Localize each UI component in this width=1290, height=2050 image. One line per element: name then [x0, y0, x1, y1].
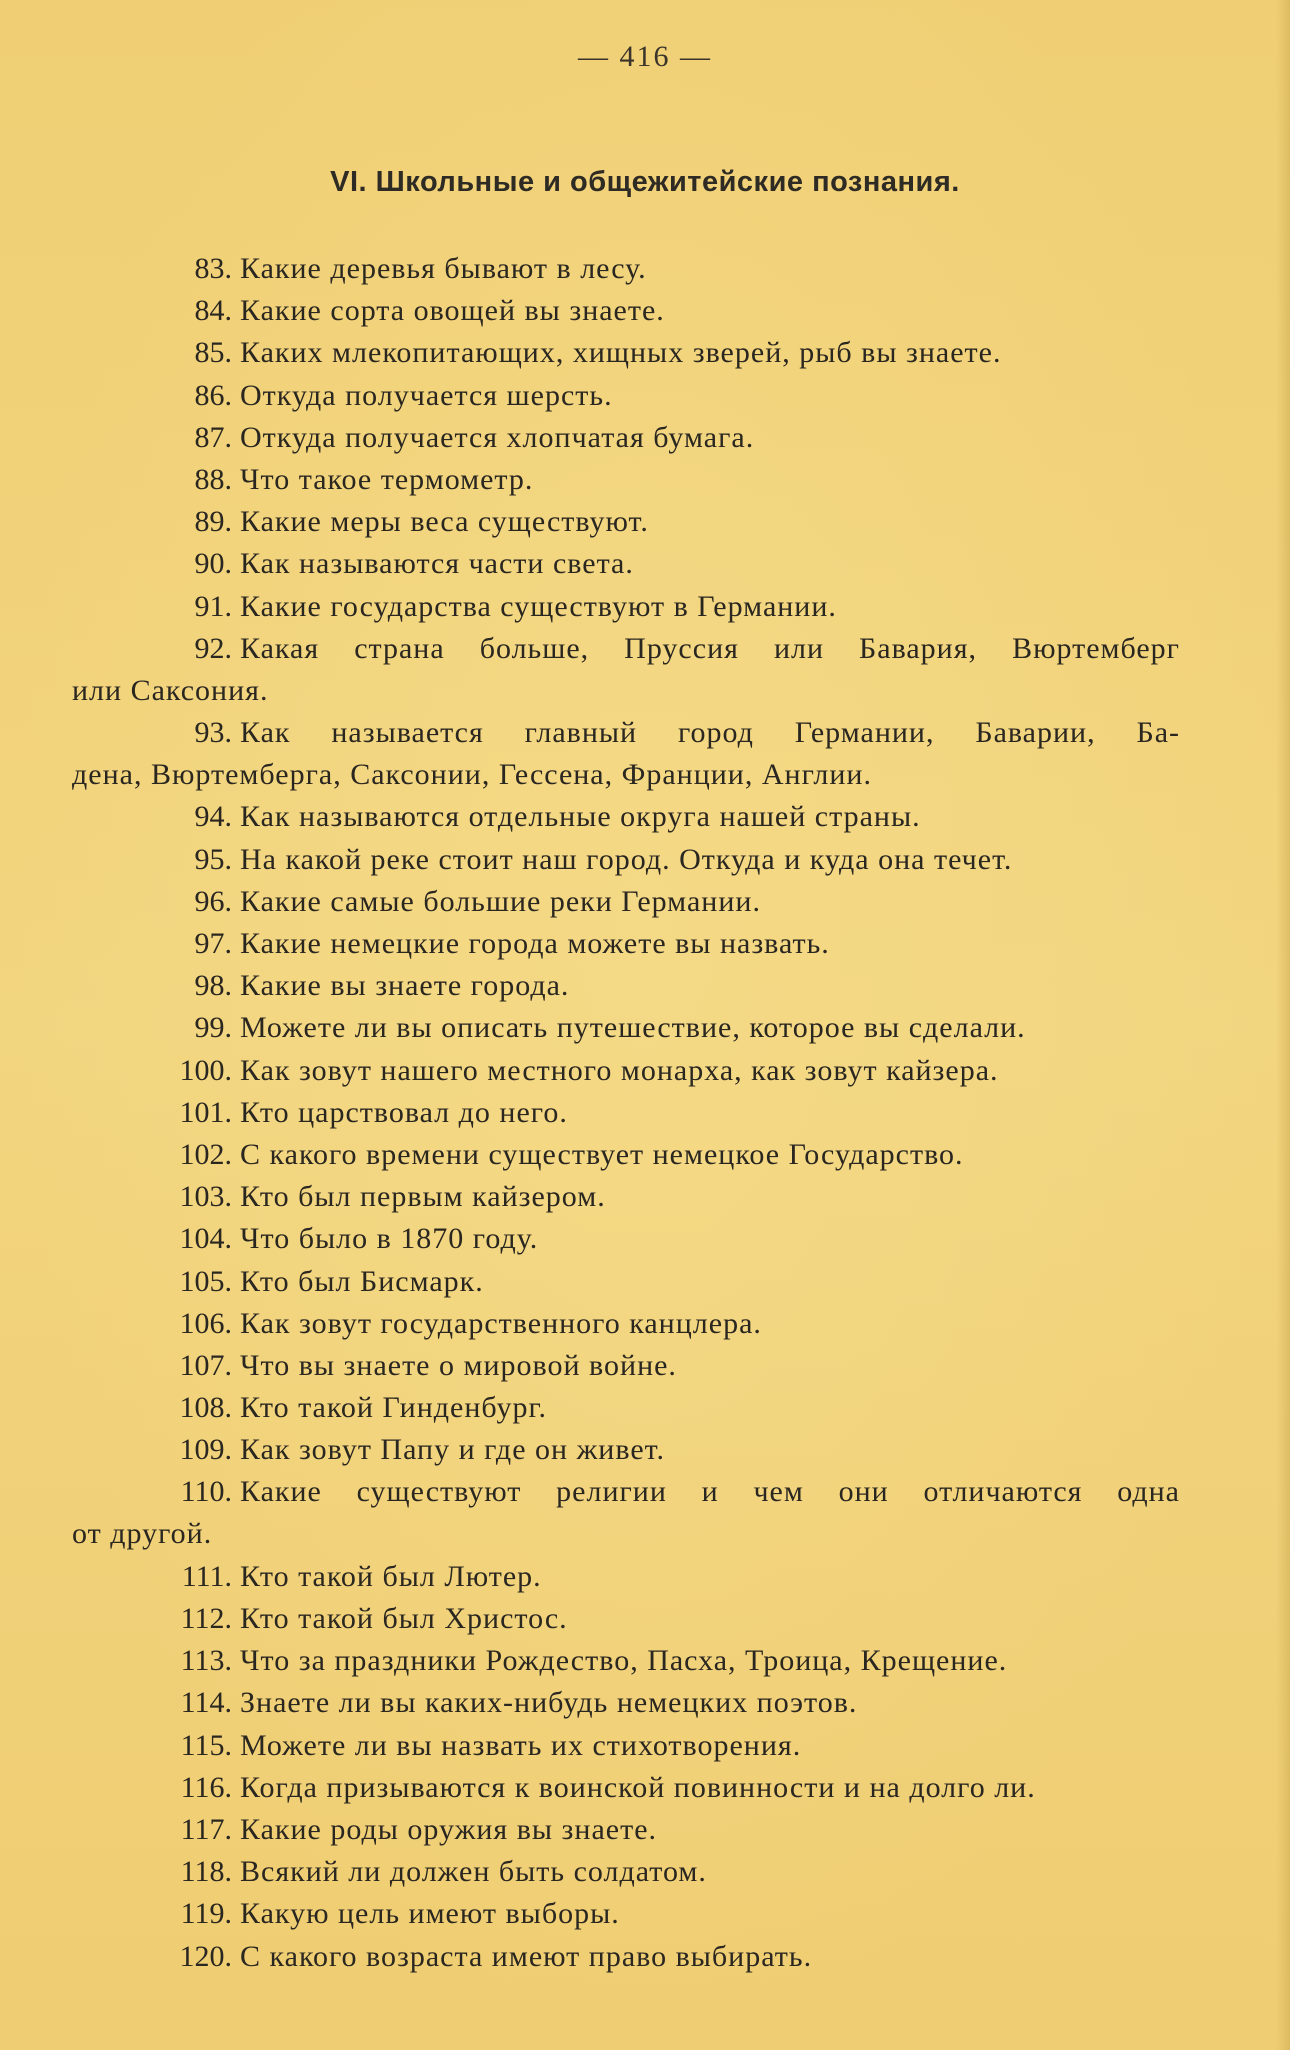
question-item [0, 796, 1290, 838]
question-number: 101. [179, 1095, 232, 1129]
question-item [0, 712, 1290, 796]
question-text: Знаете ли вы каких-нибудь немецких поэтов. [240, 1686, 858, 1720]
question-item [0, 839, 1290, 881]
question-text: Какие вы знаете города. [240, 969, 570, 1003]
question-number: 83. [194, 252, 232, 285]
question-text: Кто такой Гинденбург. [240, 1391, 547, 1425]
question-text: Можете ли вы описать путешествие, которое вы сделали. [240, 1011, 1026, 1045]
question-number: 117. [180, 1812, 232, 1846]
question-text: Что за праздники Рождество, Пасха, Троица, Крещение. [240, 1644, 1008, 1678]
question-text-continuation: от другой. [72, 1517, 213, 1551]
question-text: Какая страна больше, Пруссия или Бавария, Вюртемберг [240, 631, 1180, 665]
question-text: Какие роды оружия вы знаете. [240, 1812, 658, 1846]
question-item [0, 543, 1290, 585]
question-text: Какие меры веса существуют. [240, 505, 649, 539]
question-item [0, 1471, 1290, 1555]
question-text: Когда призываются к воинской повинности и на долго ли. [240, 1770, 1036, 1804]
question-text: Как называются части света. [240, 547, 634, 581]
question-item [0, 1893, 1290, 1935]
question-number: 113. [180, 1644, 232, 1678]
question-text: С какого возраста имеют право выбирать. [240, 1939, 813, 1973]
question-item [0, 1134, 1290, 1176]
question-text: Как зовут нашего местного монарха, как зовут кайзера. [240, 1053, 999, 1087]
question-number: 102. [179, 1137, 232, 1171]
question-text: Какие существуют религии и чем они отличаются одна [240, 1475, 1180, 1509]
question-text: Какие сорта овощей вы знаете. [240, 294, 665, 328]
question-number: 105. [179, 1264, 232, 1298]
question-item [0, 1429, 1290, 1471]
question-text: Что вы знаете о мировой войне. [240, 1348, 677, 1382]
question-item [0, 1682, 1290, 1724]
question-text: Всякий ли должен быть солдатом. [240, 1855, 707, 1889]
question-text-continuation: дена, Вюртемберга, Саксонии, Гессена, Франции, Англии. [72, 758, 872, 792]
question-item [0, 290, 1290, 332]
question-number: 94. [194, 800, 232, 834]
question-item [0, 1809, 1290, 1851]
question-text: Как называются отдельные округа нашей страны. [240, 800, 921, 834]
question-text: Можете ли вы назвать их стихотворения. [240, 1728, 802, 1762]
question-item [0, 1176, 1290, 1218]
question-number: 88. [194, 462, 232, 496]
question-item [0, 459, 1290, 501]
question-text: Что было в 1870 году. [240, 1222, 539, 1256]
question-number: 106. [179, 1306, 232, 1340]
page-number: — 416 — [578, 40, 712, 73]
question-item [0, 332, 1290, 374]
question-number: 93. [194, 716, 232, 750]
question-text: Как зовут Папу и где он живет. [240, 1433, 666, 1467]
question-number: 99. [194, 1011, 232, 1045]
question-number: 114. [180, 1686, 232, 1720]
question-number: 84. [194, 294, 232, 328]
question-number: 107. [179, 1348, 232, 1382]
question-number: 95. [194, 842, 232, 876]
question-number: 108. [179, 1391, 232, 1425]
question-text: Кто такой был Лютер. [240, 1559, 542, 1593]
question-text: С какого времени существует немецкое Государство. [240, 1137, 964, 1171]
question-number: 86. [194, 378, 232, 412]
question-text: Как называется главный город Германии, Баварии, Ба- [240, 716, 1180, 750]
question-number: 109. [179, 1433, 232, 1467]
question-number: 104. [179, 1222, 232, 1256]
question-text-continuation: или Саксония. [72, 673, 269, 707]
question-item [0, 1218, 1290, 1260]
question-number: 116. [180, 1770, 232, 1804]
question-item [0, 586, 1290, 628]
question-number: 91. [194, 589, 232, 623]
question-text: Какие государства существуют в Германии. [240, 589, 837, 623]
question-text: Кто был первым кайзером. [240, 1180, 606, 1214]
question-item [0, 1303, 1290, 1345]
section-title: VI. Школьные и общежитейские познания. [330, 166, 960, 198]
question-text: Какие деревья бывают в лесу. [240, 252, 647, 285]
question-item [0, 1556, 1290, 1598]
question-item [0, 1345, 1290, 1387]
question-text: Откуда получается шерсть. [240, 378, 613, 412]
question-number: 119. [180, 1897, 232, 1931]
question-number: 87. [194, 420, 232, 454]
question-item [0, 1092, 1290, 1134]
question-item [0, 1851, 1290, 1893]
question-item [0, 501, 1290, 543]
question-text: Какую цель имеют выборы. [240, 1897, 620, 1931]
question-number: 89. [194, 505, 232, 539]
question-number: 111. [181, 1559, 232, 1593]
question-text: Что такое термометр. [240, 462, 534, 496]
question-item [0, 417, 1290, 459]
question-item [0, 1007, 1290, 1049]
question-item [0, 965, 1290, 1007]
question-number: 85. [194, 336, 232, 370]
question-text: Какие самые большие реки Германии. [240, 884, 761, 918]
question-item [0, 1767, 1290, 1809]
question-item [0, 1598, 1290, 1640]
question-number: 110. [180, 1475, 232, 1509]
question-number: 115. [180, 1728, 232, 1762]
question-number: 98. [194, 969, 232, 1003]
question-number: 120. [179, 1939, 232, 1973]
question-number: 92. [194, 631, 232, 665]
question-item [0, 1936, 1290, 1978]
question-number: 100. [179, 1053, 232, 1087]
question-text: Как зовут государственного канцлера. [240, 1306, 762, 1340]
question-list [0, 248, 1290, 1978]
question-item [0, 1640, 1290, 1682]
question-number: 97. [194, 927, 232, 961]
question-item [0, 248, 1290, 290]
question-item [0, 1050, 1290, 1092]
question-item [0, 881, 1290, 923]
question-text: Кто такой был Христос. [240, 1602, 568, 1636]
question-number: 112. [180, 1602, 232, 1636]
question-item [0, 1387, 1290, 1429]
question-text: Откуда получается хлопчатая бумага. [240, 420, 755, 454]
question-item [0, 1261, 1290, 1303]
question-item [0, 628, 1290, 712]
question-text: Каких млекопитающих, хищных зверей, рыб вы знаете. [240, 336, 1002, 370]
question-text: Кто царствовал до него. [240, 1095, 568, 1129]
question-text: Какие немецкие города можете вы назвать. [240, 927, 830, 961]
question-item [0, 375, 1290, 417]
question-item [0, 1725, 1290, 1767]
question-number: 90. [194, 547, 232, 581]
question-text: Кто был Бисмарк. [240, 1264, 484, 1298]
question-number: 118. [180, 1855, 232, 1889]
question-item [0, 923, 1290, 965]
question-text: На какой реке стоит наш город. Откуда и куда она течет. [240, 842, 1013, 876]
question-number: 103. [179, 1180, 232, 1214]
question-number: 96. [194, 884, 232, 918]
